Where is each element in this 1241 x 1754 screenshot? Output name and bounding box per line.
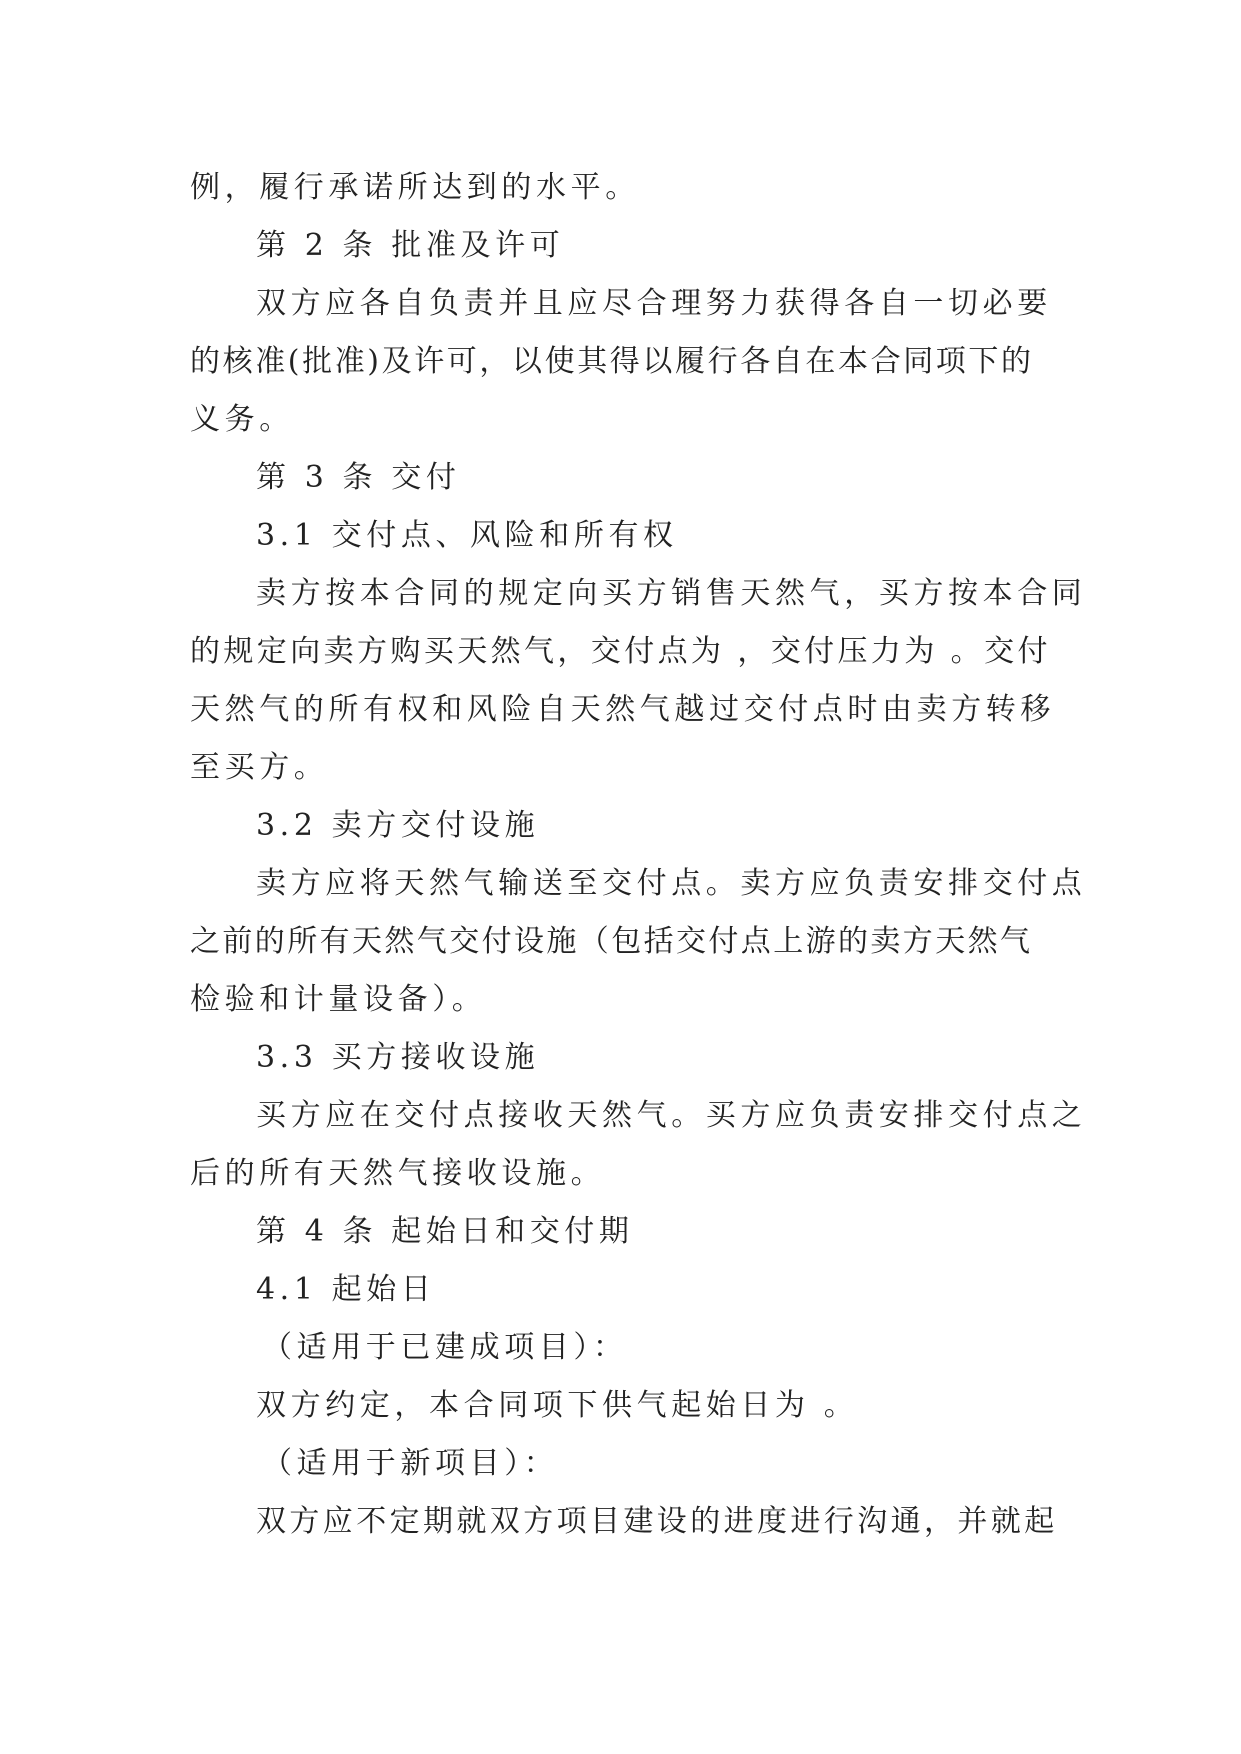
- body-text-line: 例，履行承诺所达到的水平。: [190, 170, 640, 205]
- paragraph-line: 双方约定，本合同项下供气起始日为 。: [256, 1388, 859, 1423]
- paragraph-line: 的规定向卖方购买天然气，交付点为 ，交付压力为 。交付: [190, 634, 1051, 669]
- section-heading: 3.1 交付点、风险和所有权: [256, 518, 678, 553]
- paragraph-line: 卖方应将天然气输送至交付点。卖方应负责安排交付点: [256, 866, 1087, 901]
- section-heading: 4.1 起始日: [256, 1272, 436, 1307]
- paragraph-line: 的核准(批准)及许可，以使其得以履行各自在本合同项下的: [190, 344, 1034, 379]
- paragraph-line: （适用于新项目）：: [262, 1446, 559, 1481]
- paragraph-line: 之前的所有天然气交付设施（包括交付点上游的卖方天然气: [190, 924, 1033, 959]
- paragraph-line: 买方应在交付点接收天然气。买方应负责安排交付点之: [256, 1098, 1087, 1133]
- paragraph-line: 天然气的所有权和风险自天然气越过交付点时由卖方转移: [190, 692, 1055, 727]
- paragraph-line: （适用于已建成项目）：: [262, 1330, 628, 1365]
- section-heading: 3.3 买方接收设施: [256, 1040, 540, 1075]
- paragraph-line: 双方应不定期就双方项目建设的进度进行沟通，并就起: [256, 1504, 1058, 1539]
- article-heading: 第 4 条 起始日和交付期: [256, 1214, 634, 1249]
- paragraph-line: 至买方。: [190, 750, 329, 785]
- article-heading: 第 3 条 交付: [256, 460, 461, 495]
- paragraph-line: 后的所有天然气接收设施。: [190, 1156, 606, 1191]
- paragraph-line: 双方应各自负责并且应尽合理努力获得各自一切必要: [256, 286, 1052, 321]
- article-heading: 第 2 条 批准及许可: [256, 228, 565, 263]
- paragraph-line: 检验和计量设备）。: [190, 982, 487, 1017]
- paragraph-line: 义务。: [190, 402, 294, 437]
- section-heading: 3.2 卖方交付设施: [256, 808, 540, 843]
- paragraph-line: 卖方按本合同的规定向买方销售天然气，买方按本合同: [256, 576, 1087, 611]
